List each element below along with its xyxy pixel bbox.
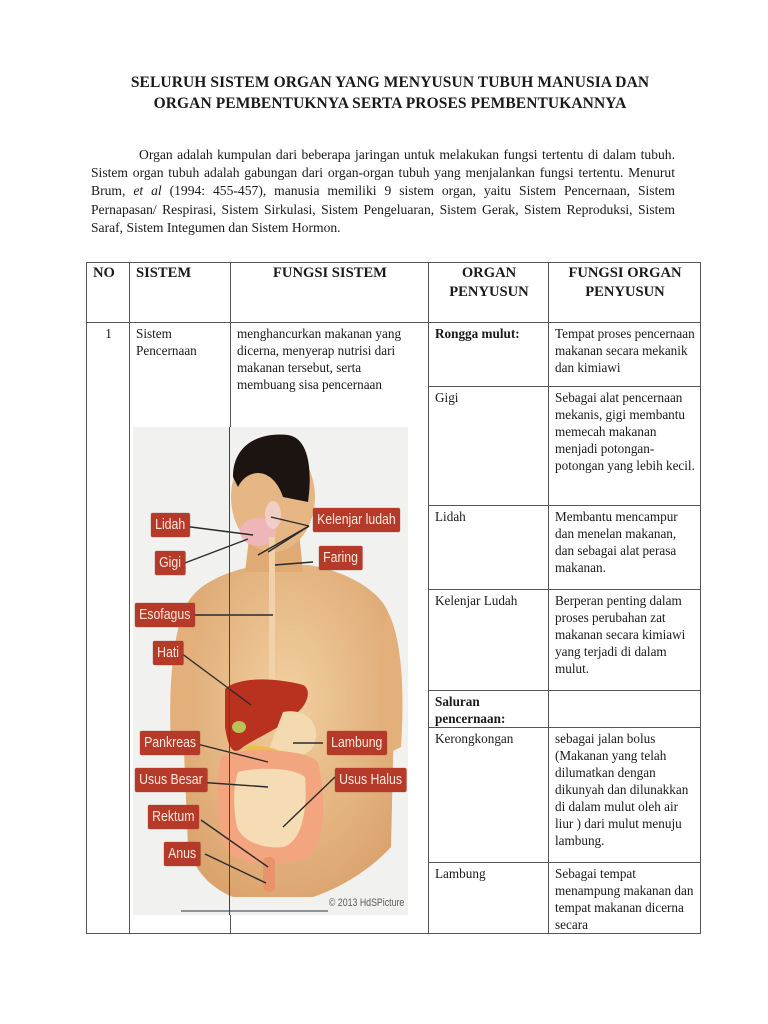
organ-function: Berperan penting dalam proses perubahan zat makanan secara kimiawi yang terjadi di dalam mulut. <box>549 590 701 691</box>
title-line-2: ORGAN PEMBENTUKNYA SERTA PROSES PEMBENTUKANNYA <box>153 95 627 112</box>
label-usus-halus: Usus Halus <box>335 768 406 792</box>
organ-name: Rongga mulut: <box>429 323 549 387</box>
organ-function: Membantu mencampur dan menelan makanan, dan sebagai alat perasa makanan. <box>549 506 701 590</box>
organ-name: Lambung <box>429 863 549 934</box>
organ-name: Gigi <box>429 387 549 506</box>
row-number: 1 <box>87 323 130 934</box>
intro-paragraph <box>91 146 675 237</box>
organ-function: Sebagai tempat menampung makanan dan tempat makanan dicerna secara <box>549 863 701 934</box>
label-pankreas: Pankreas <box>140 731 200 755</box>
label-esofagus: Esofagus <box>135 603 194 627</box>
header-sistem: SISTEM <box>130 263 231 323</box>
header-no: NO <box>87 263 130 323</box>
document-title <box>80 72 700 114</box>
table-header-row <box>87 263 701 323</box>
label-anus: Anus <box>164 842 200 866</box>
label-usus-besar: Usus Besar <box>135 768 207 792</box>
organ-function <box>549 691 701 728</box>
organ-name: Saluran pencernaan: <box>429 691 549 728</box>
copyright-text: © 2013 HdSPicture <box>328 897 404 909</box>
header-fungsi-sistem: FUNGSI SISTEM <box>231 263 429 323</box>
header-fungsi-organ-penyusun: FUNGSI ORGAN PENYUSUN <box>549 263 701 323</box>
organ-function: Sebagai alat pencernaan mekanis, gigi membantu memecah makanan menjadi potongan-potongan yang lebih kecil. <box>549 387 701 506</box>
organ-name: Kerongkongan <box>429 728 549 863</box>
label-gigi: Gigi <box>155 551 185 575</box>
intro-text-1: Organ adalah kumpulan dari beberapa jaringan untuk melakukan fungsi tertentu di dalam tubuh. Sistem organ tubuh adalah gabungan dari organ-organ tubuh yang menjalankan fungsi tertentu. Menurut Brum, <box>91 147 675 199</box>
title-line-1: SELURUH SISTEM ORGAN YANG MENYUSUN TUBUH MANUSIA DAN <box>130 74 650 91</box>
intro-italic: et al <box>133 183 162 199</box>
system-function: menghancurkan makanan yang dicerna, menyerap nutrisi dari makanan tersebut, serta membuang sisa pencernaan <box>231 323 429 934</box>
table-column-border <box>229 427 230 915</box>
label-rektum: Rektum <box>148 805 199 829</box>
label-lambung: Lambung <box>327 731 387 755</box>
label-hati: Hati <box>153 641 183 665</box>
organ-name: Lidah <box>429 506 549 590</box>
header-organ-penyusun: ORGAN PENYUSUN <box>429 263 549 323</box>
digestive-system-diagram <box>133 427 408 915</box>
organ-name: Kelenjar Ludah <box>429 590 549 691</box>
organ-function: Tempat proses pencernaan makanan secara mekanik dan kimiawi <box>549 323 701 387</box>
system-name: Sistem Pencernaan <box>130 323 231 934</box>
organ-function: sebagai jalan bolus (Makanan yang telah dilumatkan dengan dikunyah dan dilunakkan di dalam mulut oleh air liur ) dari mulut menuju lambung. <box>549 728 701 863</box>
label-kelenjar-ludah: Kelenjar ludah <box>313 508 400 532</box>
table-row <box>87 323 701 387</box>
intro-text-2: (1994: 455-457), manusia memiliki 9 sistem organ, yaitu Sistem Pencernaan, Sistem Pernapasan/ Respirasi, Sistem Sirkulasi, Sistem Pengeluaran, Sistem Gerak, Sistem Reproduksi, Sistem Saraf, Sistem Integumen dan Sistem Hormon. <box>91 183 675 235</box>
label-lidah: Lidah <box>151 513 189 537</box>
label-faring: Faring <box>319 546 362 570</box>
